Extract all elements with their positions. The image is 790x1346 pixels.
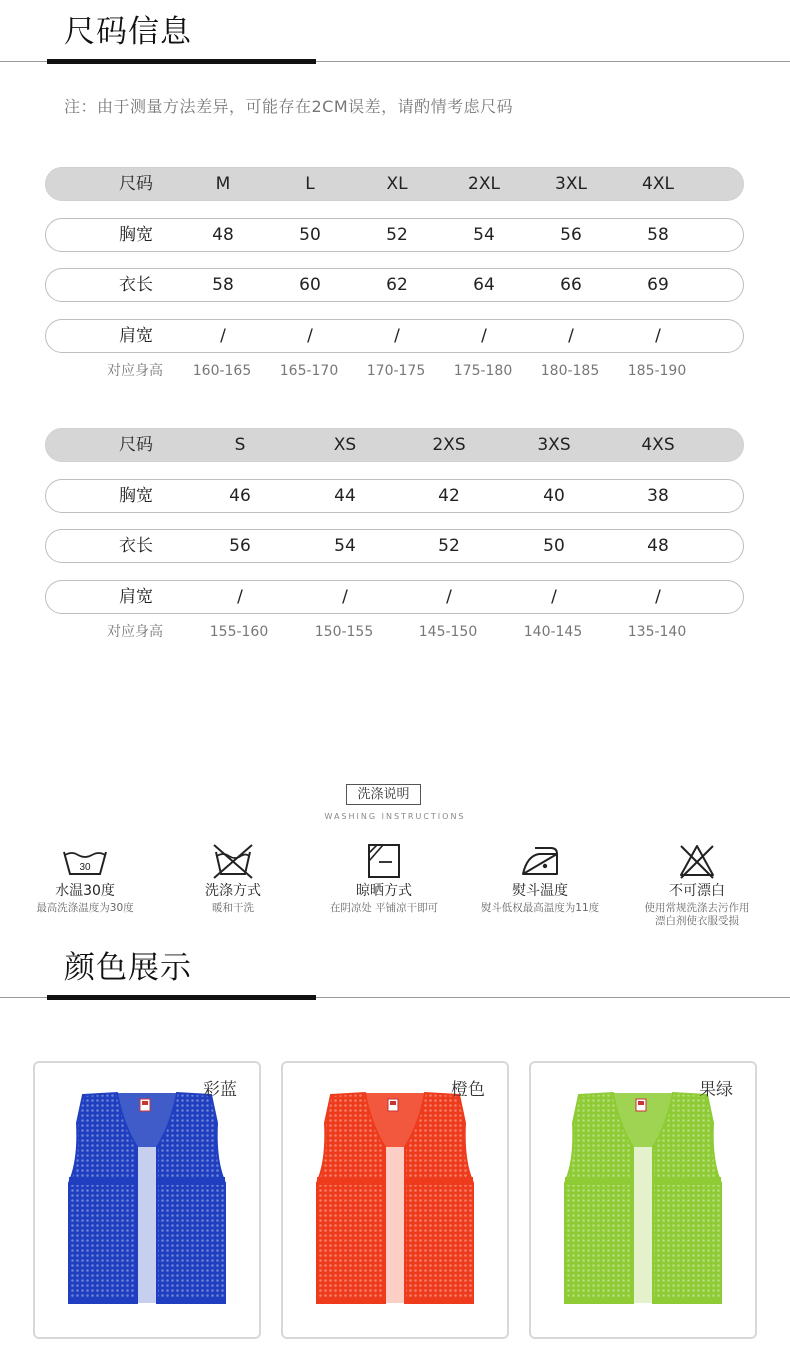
value-cell: / (655, 326, 661, 346)
table-row (45, 529, 744, 563)
value-cell: / (394, 326, 400, 346)
value-cell: 38 (647, 486, 669, 506)
vest-image (35, 1063, 259, 1337)
size-cell: 2XS (432, 435, 466, 455)
wash-item-name: 水温30度 (55, 883, 115, 899)
size-cell: XL (386, 174, 408, 194)
value-cell: 66 (560, 275, 582, 295)
size-cell: 2XL (468, 174, 500, 194)
height-cell: 155-160 (209, 624, 269, 640)
value-cell: 52 (438, 536, 460, 556)
row-label: 胸宽 (119, 225, 153, 245)
size-cell: M (215, 174, 231, 194)
wash-item (465, 842, 615, 915)
row-label: 尺码 (119, 174, 153, 194)
wash-item-desc-line: 漂白剂使衣服受损 (655, 915, 739, 927)
table-row (45, 268, 744, 302)
value-cell: / (307, 326, 313, 346)
color-card-orange (281, 1061, 509, 1339)
dry-in-shade-icon (359, 842, 409, 880)
wash-item (309, 842, 459, 915)
washing-subtitle: WASHING INSTRUCTIONS (324, 812, 466, 821)
height-cell: 145-150 (418, 624, 478, 640)
height-cell: 185-190 (627, 363, 687, 379)
row-label: 尺码 (119, 435, 153, 455)
value-cell: 48 (212, 225, 234, 245)
no-hand-wash-icon (208, 842, 258, 880)
wash-item-name: 不可漂白 (669, 883, 725, 899)
value-cell: 58 (647, 225, 669, 245)
color-card-green (529, 1061, 757, 1339)
height-cell: 150-155 (314, 624, 374, 640)
table-row (45, 580, 744, 614)
section-accent-bar (47, 59, 316, 64)
size-cell: XS (333, 435, 357, 455)
height-cell: 135-140 (627, 624, 687, 640)
height-row (45, 622, 744, 642)
wash-item-desc-line: 使用常规洗涤去污作用 (644, 902, 750, 914)
value-cell: / (237, 587, 243, 607)
height-cell: 165-170 (279, 363, 339, 379)
value-cell: / (481, 326, 487, 346)
size-cell: 4XS (641, 435, 675, 455)
iron-low-icon (515, 842, 565, 880)
value-cell: / (342, 587, 348, 607)
value-cell: 64 (473, 275, 495, 295)
wash-item-name: 熨斗温度 (512, 883, 568, 899)
size-cell: S (234, 435, 246, 455)
wash-item-desc: 暖和干洗 (212, 902, 254, 914)
size-cell: 3XL (555, 174, 587, 194)
no-bleach-icon (672, 842, 722, 880)
value-cell: 42 (438, 486, 460, 506)
row-label: 胸宽 (119, 486, 153, 506)
value-cell: 62 (386, 275, 408, 295)
wash-item-desc: 最高洗涤温度为30度 (36, 902, 134, 914)
height-cell: 140-145 (523, 624, 583, 640)
color-label: 橙色 (451, 1080, 485, 1100)
table-header-row (45, 428, 744, 462)
table-header-row (45, 167, 744, 201)
value-cell: 40 (543, 486, 565, 506)
height-cell: 180-185 (540, 363, 600, 379)
value-cell: 60 (299, 275, 321, 295)
height-row (45, 361, 744, 381)
table-row (45, 479, 744, 513)
value-cell: 44 (334, 486, 356, 506)
value-cell: 56 (229, 536, 251, 556)
row-label: 对应身高 (107, 363, 163, 379)
color-section-title: 颜色展示 (64, 950, 192, 986)
height-cell: 170-175 (366, 363, 426, 379)
size-cell: 4XL (642, 174, 674, 194)
size-section-title: 尺码信息 (64, 14, 192, 50)
measurement-note: 注：由于测量方法差异，可能存在2CM误差，请酌情考虑尺码 (64, 97, 514, 116)
wash-temp-label: 30 (79, 862, 91, 873)
washing-title: 洗涤说明 (346, 784, 421, 805)
vest-image (283, 1063, 507, 1337)
section-accent-bar (47, 995, 316, 1000)
wash-item-desc: 熨斗低权最高温度为11度 (480, 902, 600, 914)
value-cell: / (551, 587, 557, 607)
value-cell: 50 (543, 536, 565, 556)
value-cell: / (446, 587, 452, 607)
wash-item (10, 842, 160, 915)
color-label: 彩蓝 (203, 1080, 237, 1100)
value-cell: 56 (560, 225, 582, 245)
size-cell: L (305, 174, 315, 194)
value-cell: 46 (229, 486, 251, 506)
wash-item (622, 842, 772, 928)
row-label: 对应身高 (107, 624, 163, 640)
height-cell: 160-165 (192, 363, 252, 379)
wash-item (158, 842, 308, 915)
row-label: 衣长 (119, 536, 153, 556)
value-cell: 69 (647, 275, 669, 295)
row-label: 肩宽 (119, 587, 153, 607)
vest-image (531, 1063, 755, 1337)
row-label: 肩宽 (119, 326, 153, 346)
value-cell: 54 (334, 536, 356, 556)
table-row (45, 319, 744, 353)
table-row (45, 218, 744, 252)
wash-tub-30-icon (60, 842, 110, 880)
row-label: 衣长 (119, 275, 153, 295)
value-cell: 50 (299, 225, 321, 245)
color-card-blue (33, 1061, 261, 1339)
value-cell: / (655, 587, 661, 607)
value-cell: 54 (473, 225, 495, 245)
wash-item-name: 晾晒方式 (356, 883, 412, 899)
height-cell: 175-180 (453, 363, 513, 379)
wash-item-name: 洗涤方式 (205, 883, 261, 899)
wash-item-desc (622, 902, 772, 928)
value-cell: / (220, 326, 226, 346)
size-cell: 3XS (537, 435, 571, 455)
wash-item-desc: 在阴凉处 平铺凉干即可 (329, 902, 439, 914)
value-cell: / (568, 326, 574, 346)
color-label: 果绿 (699, 1080, 733, 1100)
value-cell: 52 (386, 225, 408, 245)
value-cell: 58 (212, 275, 234, 295)
value-cell: 48 (647, 536, 669, 556)
